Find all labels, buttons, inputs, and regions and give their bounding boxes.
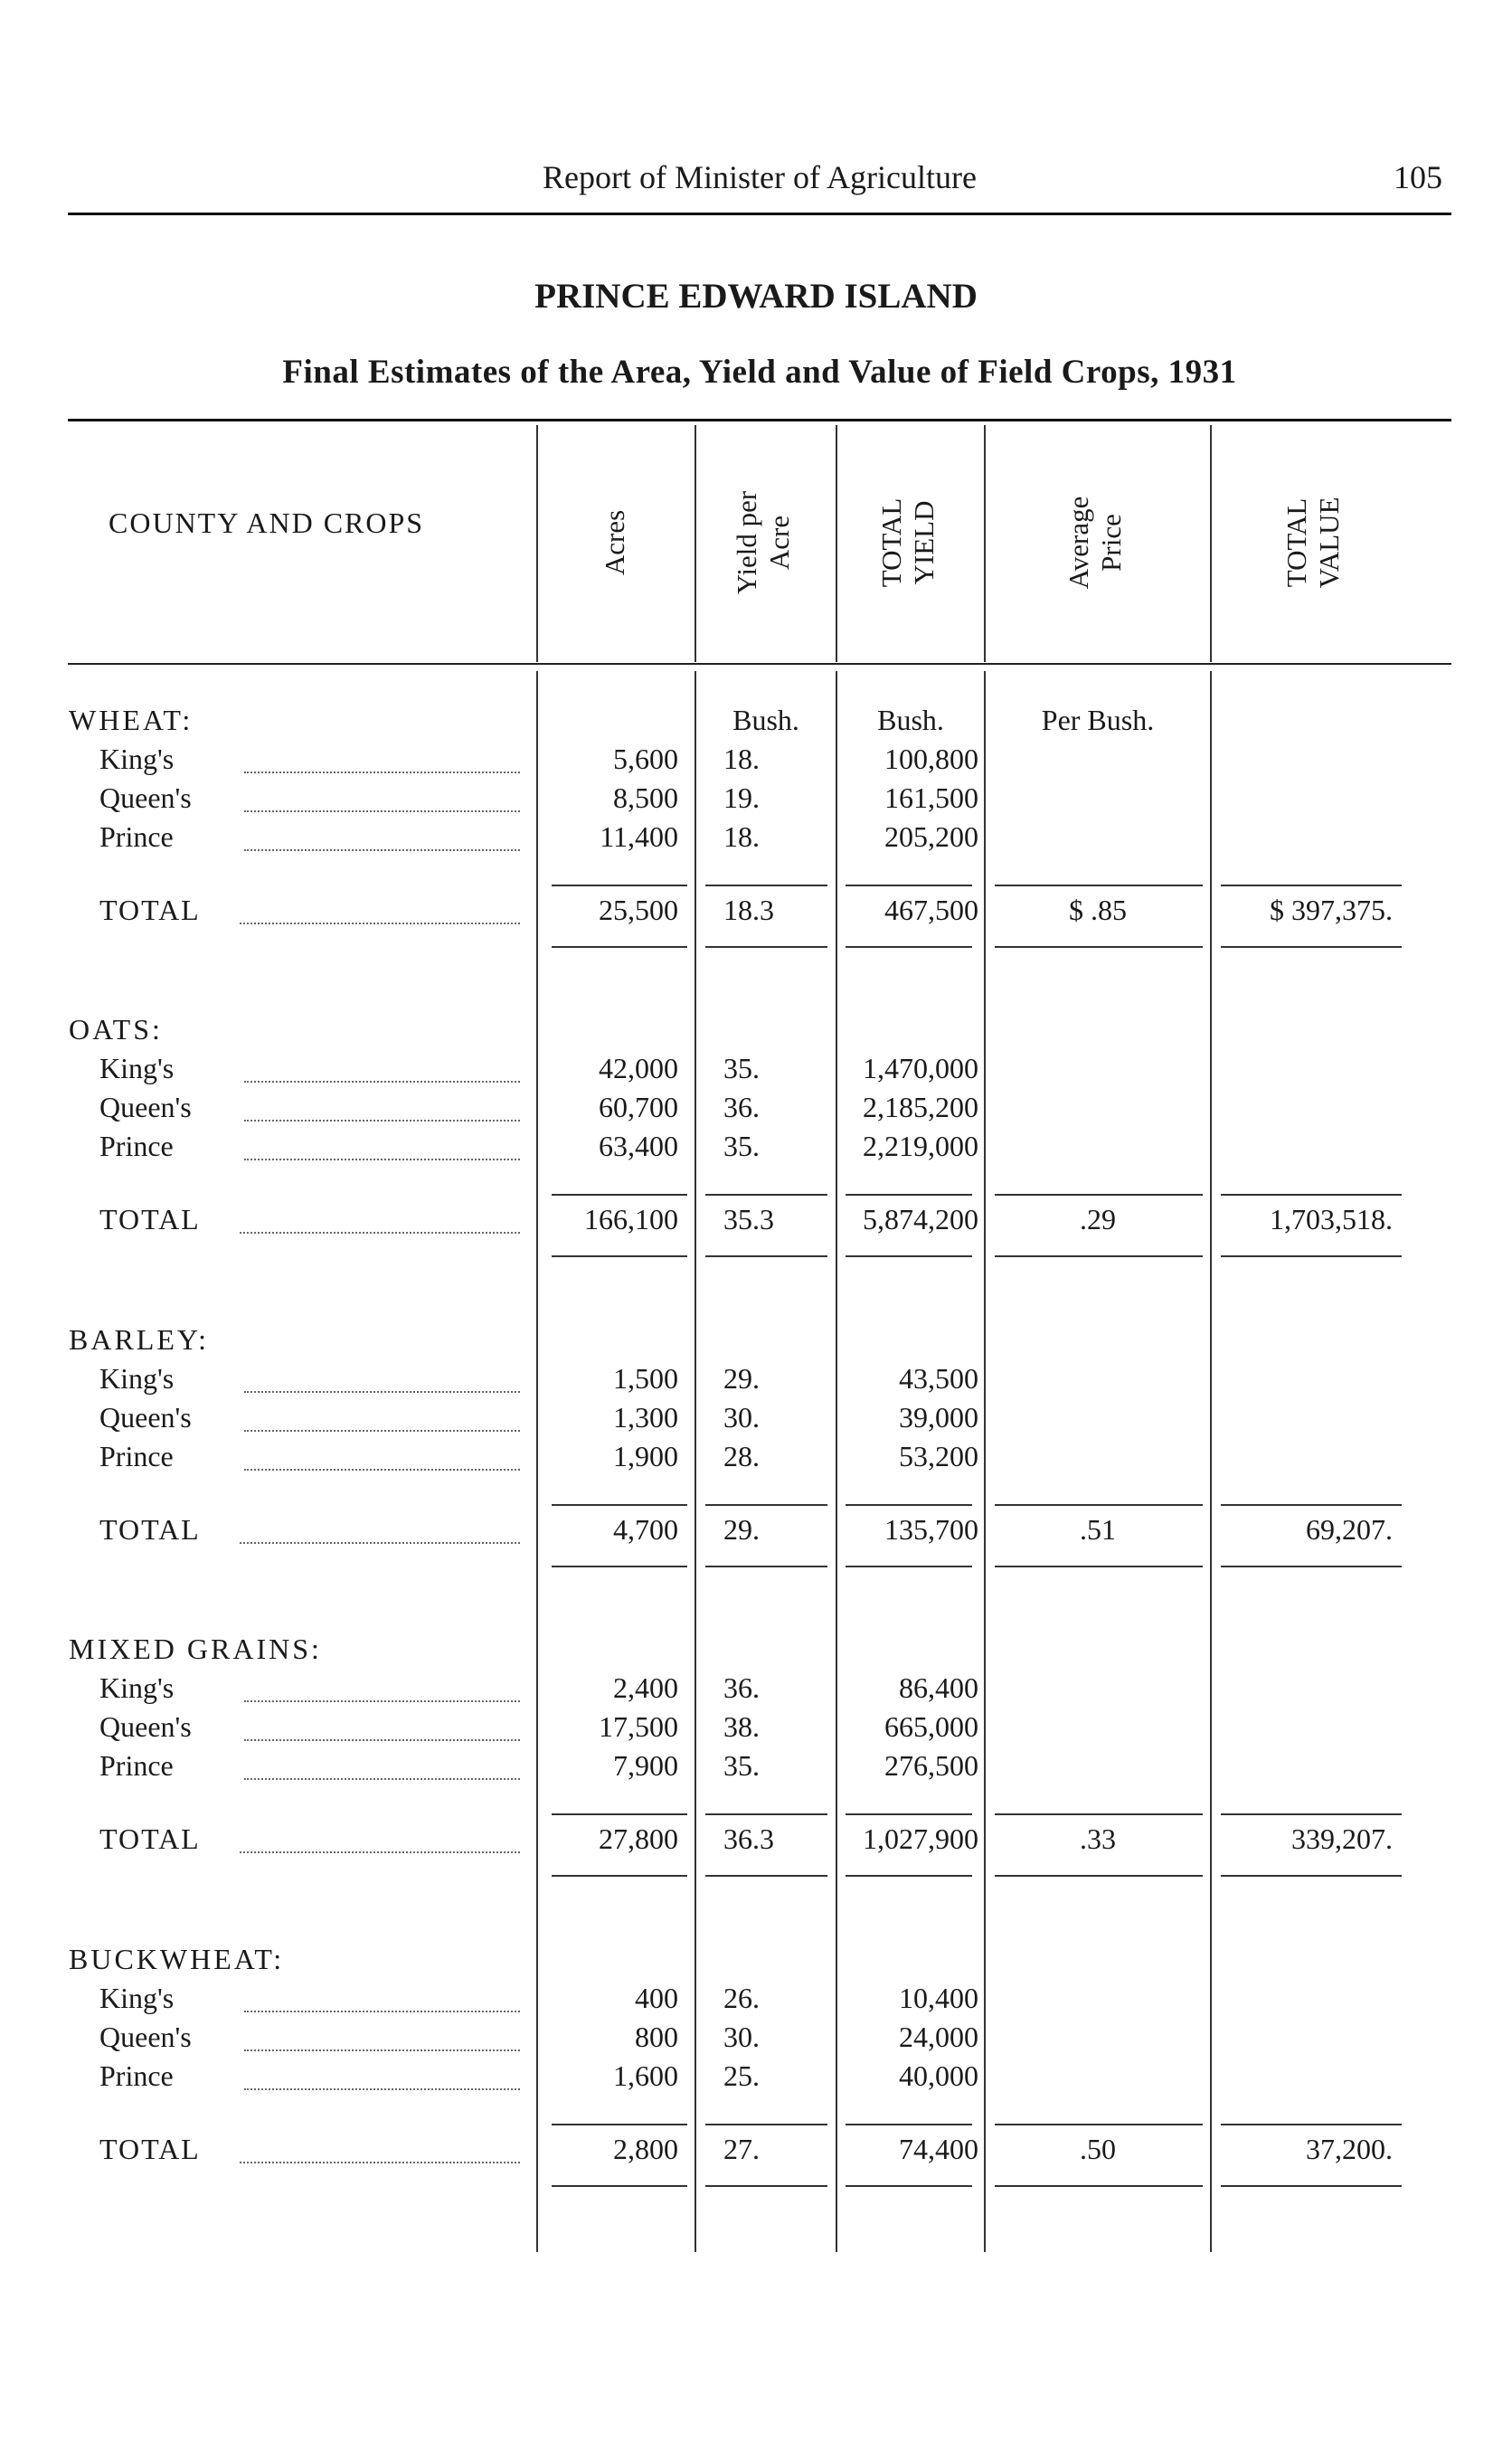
yield-value: 35. [723,1130,760,1162]
acres-value: 42,000 [599,1052,678,1084]
total-acres: 2,800 [613,2133,678,2165]
dot-leader [244,2011,520,2012]
average-price: .33 [1080,1822,1116,1855]
unit-yield: Bush. [732,704,799,736]
county-name: Prince [99,1749,174,1782]
total-yield-value: 40,000 [899,2059,978,2092]
total-yield-value: 10,400 [899,1982,978,2014]
total-yield-value: 276,500 [884,1749,978,1782]
total-yield-value: 24,000 [899,2021,978,2053]
running-title: Report of Minister of Agriculture [543,159,977,195]
acres-value: 800 [635,2021,678,2053]
yield-value: 29. [723,1362,760,1395]
acres-value: 2,400 [613,1671,678,1704]
total-yield-per-acre: 36.3 [723,1822,774,1855]
total-rule [705,1813,827,1815]
total-yield-value: 161,500 [884,781,978,814]
total-yield-value: 2,185,200 [863,1091,978,1123]
county-name: Queen's [99,781,192,814]
total-rule [1221,1504,1402,1506]
column-divider [984,425,986,662]
column-divider [695,425,696,662]
yield-value: 36. [723,1091,760,1123]
total-rule [1221,1813,1402,1815]
crop-heading: BARLEY: [69,1323,209,1356]
total-rule [552,1504,687,1506]
dot-leader [244,1700,520,1702]
county-name: Prince [99,1130,174,1162]
dot-leader [244,1391,520,1393]
total-rule [995,1504,1203,1506]
total-rule [995,2185,1203,2187]
column-divider [836,425,837,662]
dot-leader [244,1430,520,1432]
column-header-total-value-line2: VALUE [1313,497,1345,589]
average-price: .50 [1080,2133,1116,2165]
total-rule [552,885,687,886]
acres-value: 1,900 [613,1440,678,1472]
county-name: Prince [99,2059,174,2092]
county-name: King's [99,743,175,775]
yield-value: 28. [723,1440,760,1472]
county-name: Queen's [99,1091,192,1123]
average-price: .51 [1080,1513,1116,1546]
dot-leader [244,1469,520,1471]
crop-heading: WHEAT: [69,704,194,736]
total-rule [705,1875,827,1877]
yield-value: 18. [723,743,760,775]
total-acres: 27,800 [599,1822,678,1855]
total-rule [552,1194,687,1196]
yield-value: 25. [723,2059,760,2092]
column-divider [984,671,986,2252]
column-divider [536,671,538,2252]
column-header-yield-line2: Acre [763,515,795,571]
total-rule [1221,885,1402,886]
column-header-total-value [1280,452,1349,633]
total-acres: 25,500 [599,894,678,926]
total-rule [995,885,1203,886]
county-name: Queen's [99,1710,192,1743]
total-rule [846,1504,972,1506]
dot-leader [244,2088,520,2090]
total-acres: 166,100 [584,1203,678,1235]
total-rule [846,2185,972,2187]
total-yield-value: 1,470,000 [863,1052,978,1084]
page-number: 105 [1394,159,1442,195]
total-yield: 1,027,900 [863,1822,978,1855]
yield-value: 35. [723,1749,760,1782]
column-divider [1210,425,1212,662]
acres-value: 1,300 [613,1401,678,1434]
yield-value: 26. [723,1982,760,2014]
total-value: 69,207. [1306,1513,1393,1546]
table-header-rule [68,663,1451,665]
total-rule [705,1566,827,1567]
acres-value: 11,400 [600,820,678,853]
total-value: $ 397,375. [1270,894,1393,926]
total-rule [1221,1875,1402,1877]
dot-leader [240,1851,520,1853]
total-yield-value: 100,800 [884,743,978,775]
acres-value: 17,500 [599,1710,678,1743]
total-rule [552,1255,687,1257]
total-rule [846,1813,972,1815]
column-header-acres-text: Acres [599,509,630,576]
total-rule [995,2124,1203,2125]
total-yield-value: 2,219,000 [863,1130,978,1162]
yield-value: 18. [723,820,760,853]
dot-leader [240,1542,520,1544]
total-rule [552,2185,687,2187]
total-yield: 74,400 [899,2133,978,2165]
yield-value: 30. [723,2021,760,2053]
unit-total-yield: Bush. [877,704,944,736]
total-label: TOTAL [99,1203,201,1235]
column-divider [536,425,538,662]
total-rule [705,1194,827,1196]
county-name: King's [99,1671,175,1704]
total-yield-value: 205,200 [884,820,978,853]
total-value: 1,703,518. [1270,1203,1393,1235]
total-rule [1221,2185,1402,2187]
total-yield: 135,700 [884,1513,978,1546]
total-label: TOTAL [99,894,201,926]
acres-value: 63,400 [599,1130,678,1162]
yield-value: 30. [723,1401,760,1434]
total-rule [846,1255,972,1257]
yield-value: 36. [723,1671,760,1704]
acres-value: 60,700 [599,1091,678,1123]
average-price: .29 [1080,1203,1116,1235]
acres-value: 8,500 [613,781,678,814]
total-rule [846,946,972,948]
total-rule [846,2124,972,2125]
total-rule [705,2185,827,2187]
column-divider [1210,671,1212,2252]
column-divider [836,671,837,2252]
county-name: King's [99,1052,175,1084]
crop-heading: MIXED GRAINS: [69,1633,322,1665]
total-label: TOTAL [99,2133,201,2165]
yield-value: 35. [723,1052,760,1084]
total-rule [995,1875,1203,1877]
dot-leader [244,2049,520,2051]
total-rule [552,946,687,948]
yield-value: 38. [723,1710,760,1743]
county-name: Prince [99,1440,174,1472]
total-yield-value: 665,000 [884,1710,978,1743]
county-name: King's [99,1362,175,1395]
column-header-total-yield [875,452,944,633]
total-rule [995,1813,1203,1815]
total-rule [846,885,972,886]
column-header-total-value-line1: TOTAL [1280,497,1312,588]
unit-price: Per Bush. [1041,704,1155,736]
total-rule [705,2124,827,2125]
total-rule [846,1566,972,1567]
acres-value: 1,500 [613,1362,678,1395]
total-rule [552,1813,687,1815]
total-rule [1221,1255,1402,1257]
total-value: 37,200. [1306,2133,1393,2165]
total-yield: 5,874,200 [863,1203,978,1235]
total-rule [705,946,827,948]
total-rule [552,1875,687,1877]
running-head [68,158,1451,215]
column-header-total-yield-line2: YIELD [908,500,940,585]
acres-value: 7,900 [613,1749,678,1782]
crop-heading: BUCKWHEAT: [69,1943,285,1975]
average-price: $ .85 [1069,894,1127,926]
column-header-county: COUNTY AND CROPS [109,506,425,539]
total-rule [846,1875,972,1877]
dot-leader [244,1739,520,1741]
total-yield: 467,500 [884,894,978,926]
total-rule [995,1194,1203,1196]
county-name: Prince [99,820,174,853]
table-top-rule [68,419,1451,421]
total-yield-value: 86,400 [899,1671,978,1704]
total-rule [552,2124,687,2125]
total-rule [1221,2124,1402,2125]
total-yield-per-acre: 29. [723,1513,760,1546]
crop-heading: OATS: [69,1013,163,1046]
total-rule [705,1255,827,1257]
total-yield-per-acre: 35.3 [723,1203,774,1235]
total-rule [1221,1194,1402,1196]
page-title: PRINCE EDWARD ISLAND [534,277,978,316]
dot-leader [240,923,520,924]
total-yield-value: 39,000 [899,1401,978,1434]
total-rule [846,1194,972,1196]
total-rule [1221,1566,1402,1567]
column-header-total-yield-line1: TOTAL [875,497,907,588]
dot-leader [244,771,520,773]
total-rule [705,885,827,886]
column-header-yield [731,452,799,633]
total-yield-per-acre: 18.3 [723,894,774,926]
acres-value: 400 [635,1982,678,2014]
county-name: Queen's [99,2021,192,2053]
total-rule [552,1566,687,1567]
column-header-average-price-line2: Price [1095,514,1127,572]
column-header-average-price-line1: Average [1063,496,1094,590]
total-value: 339,207. [1291,1822,1393,1855]
total-rule [1221,946,1402,948]
dot-leader [244,1120,520,1122]
dot-leader [240,2162,520,2163]
column-divider [695,671,696,2252]
dot-leader [244,1081,520,1083]
total-rule [995,1255,1203,1257]
dot-leader [244,1159,520,1160]
total-yield-value: 43,500 [899,1362,978,1395]
dot-leader [244,810,520,812]
dot-leader [244,1778,520,1780]
total-rule [705,1504,827,1506]
dot-leader [244,849,520,851]
acres-value: 5,600 [613,743,678,775]
total-label: TOTAL [99,1513,201,1546]
total-yield-value: 53,200 [899,1440,978,1472]
total-yield-per-acre: 27. [723,2133,760,2165]
county-name: King's [99,1982,175,2014]
page-subtitle: Final Estimates of the Area, Yield and Value of Field Crops, 1931 [282,354,1237,391]
total-label: TOTAL [99,1822,201,1855]
yield-value: 19. [723,781,760,814]
total-acres: 4,700 [613,1513,678,1546]
county-name: Queen's [99,1401,192,1434]
column-header-acres [599,452,635,633]
column-header-yield-line1: Yield per [731,490,762,595]
total-rule [995,1566,1203,1567]
dot-leader [240,1232,520,1234]
total-rule [995,946,1203,948]
column-header-average-price [1063,452,1131,633]
acres-value: 1,600 [613,2059,678,2092]
